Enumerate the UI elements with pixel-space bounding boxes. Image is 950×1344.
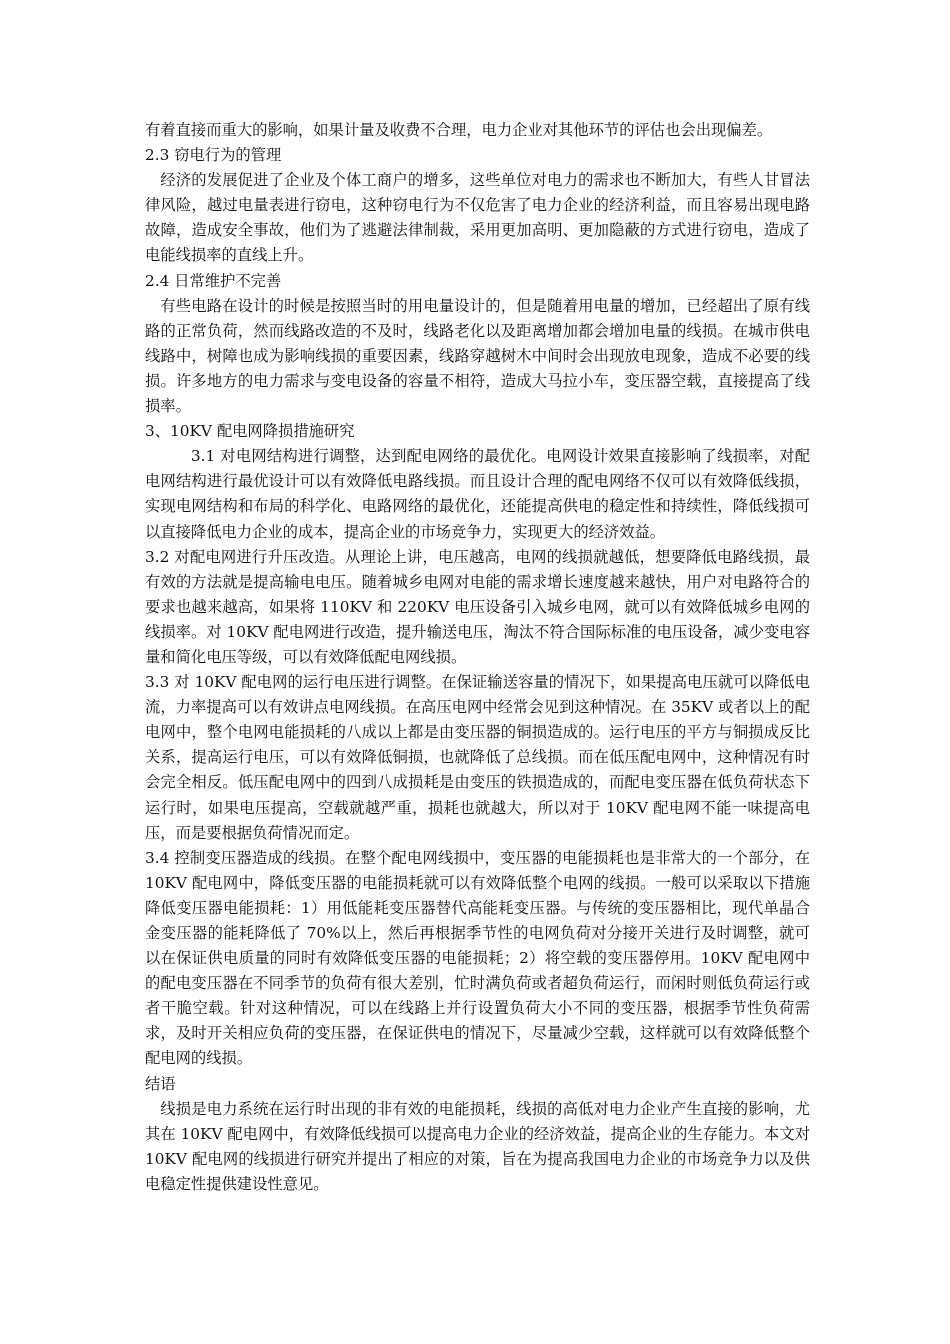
section-heading-2-4: 2.4 日常维护不完善 [145, 271, 282, 290]
lead-paragraph: 有着直接而重大的影响，如果计量及收费不合理，电力企业对其他环节的评估也会出现偏差。 [145, 121, 773, 139]
conclusion-heading: 结语 [145, 1074, 176, 1093]
section-heading-2-3: 2.3 窃电行为的管理 [145, 146, 282, 165]
conclusion-body: 线损是电力系统在运行时出现的非有效的电能损耗，线损的高低对电力企业产生直接的影响，尤其在 10KV 配电网中，有效降低线损可以提高电力企业的经济效益，提高企业的生存能力。本文对 10KV 配电网的线损进行研究并提出了相应的对策，旨在为提高我国电力企业的市场竞争力以及供电稳定性提供建设性意见。 [145, 1099, 810, 1193]
document-page [145, 118, 810, 1197]
paragraph-3-4: 3.4 控制变压器造成的线损。在整个配电网线损中，变压器的电能损耗也是非常大的一个部分，在 10KV 配电网中，降低变压器的电能损耗就可以有效降低整个电网的线损。一般可以采取以下措施降低变压器电能损耗：1）用低能耗变压器替代高能耗变压器。与传统的变压器相比，现代单晶合金变压器的能耗降低了 70%以上，然后再根据季节性的电网负荷对分接开关进行及时调整，就可以在保证供电质量的同时有效降低变压器的电能损耗；2）将空载的变压器停用。10KV 配电网中的配电变压器在不同季节的负荷有很大差别，忙时满负荷或者超负荷运行，而闲时则低负荷运行或者干脆空载。针对这种情况，可以在线路上并行设置负荷大小不同的变压器，根据季节性负荷需求，及时开关相应负荷的变压器，在保证供电的情况下，尽量减少空载，这样就可以有效降低整个配电网的线损。 [145, 848, 810, 1068]
paragraph-3-1: 3.1 对电网结构进行调整，达到配电网络的最优化。电网设计效果直接影响了线损率，对配电网结构进行最优设计可以有效降低电路线损。而且设计合理的配电网络不仅可以有效降低线损，实现电网结构和布局的科学化、电路网络的最优化，还能提高供电的稳定性和持续性，降低线损可以直接降低电力企业的成本，提高企业的市场竞争力，实现更大的经济效益。 [145, 447, 810, 541]
paragraph-3-2: 3.2 对配电网进行升压改造。从理论上讲，电压越高，电网的线损就越低，想要降低电路线损，最有效的方法就是提高输电电压。随着城乡电网对电能的需求增长速度越来越快，用户对电路符合的要求也越来越高，如果将 110KV 和 220KV 电压设备引入城乡电网，就可以有效降低城乡电网的线损率。对 10KV 配电网进行改造，提升输送电压，淘汰不符合国际标准的电压设备，减少变电容量和简化电压等级，可以有效降低配电网线损。 [145, 547, 810, 666]
paragraph-3-3: 3.3 对 10KV 配电网的运行电压进行调整。在保证输送容量的情况下，如果提高电压就可以降低电流，力率提高可以有效讲点电网线损。在高压电网中经常会见到这种情况。在 35KV 或者以上的配电网中，整个电网电能损耗的八成以上都是由变压器的铜损造成的。运行电压的平方与铜损成反比关系，提高运行电压，可以有效降低铜损，也就降低了总线损。而在低压配电网中，这种情况有时会完全相反。低压配电网中的四到八成损耗是由变压的铁损造成的，而配电变压器在低负荷状态下运行时，如果电压提高，空载就越严重，损耗也就越大，所以对于 10KV 配电网不能一味提高电压，而是要根据负荷情况而定。 [145, 673, 810, 842]
section-body-2-4: 有些电路在设计的时候是按照当时的用电量设计的，但是随着用电量的增加，已经超出了原有线路的正常负荷，然而线路改造的不及时，线路老化以及距离增加都会增加电量的线损。在城市供电线路中，树障也成为影响线损的重要因素，线路穿越树木中间时会出现放电现象，造成不必要的线损。许多地方的电力需求与变电设备的容量不相符，造成大马拉小车，变压器空载，直接提高了线损率。 [145, 296, 810, 416]
section-heading-3: 3、10KV 配电网降损措施研究 [145, 422, 355, 441]
section-body-2-3: 经济的发展促进了企业及个体工商户的增多，这些单位对电力的需求也不断加大，有些人甘冒法律风险，越过电量表进行窃电，这种窃电行为不仅危害了电力企业的经济利益，而且容易出现电路故障，造成安全事故，他们为了逃避法律制裁，采用更加高明、更加隐蔽的方式进行窃电，造成了电能线损率的直线上升。 [145, 171, 810, 265]
